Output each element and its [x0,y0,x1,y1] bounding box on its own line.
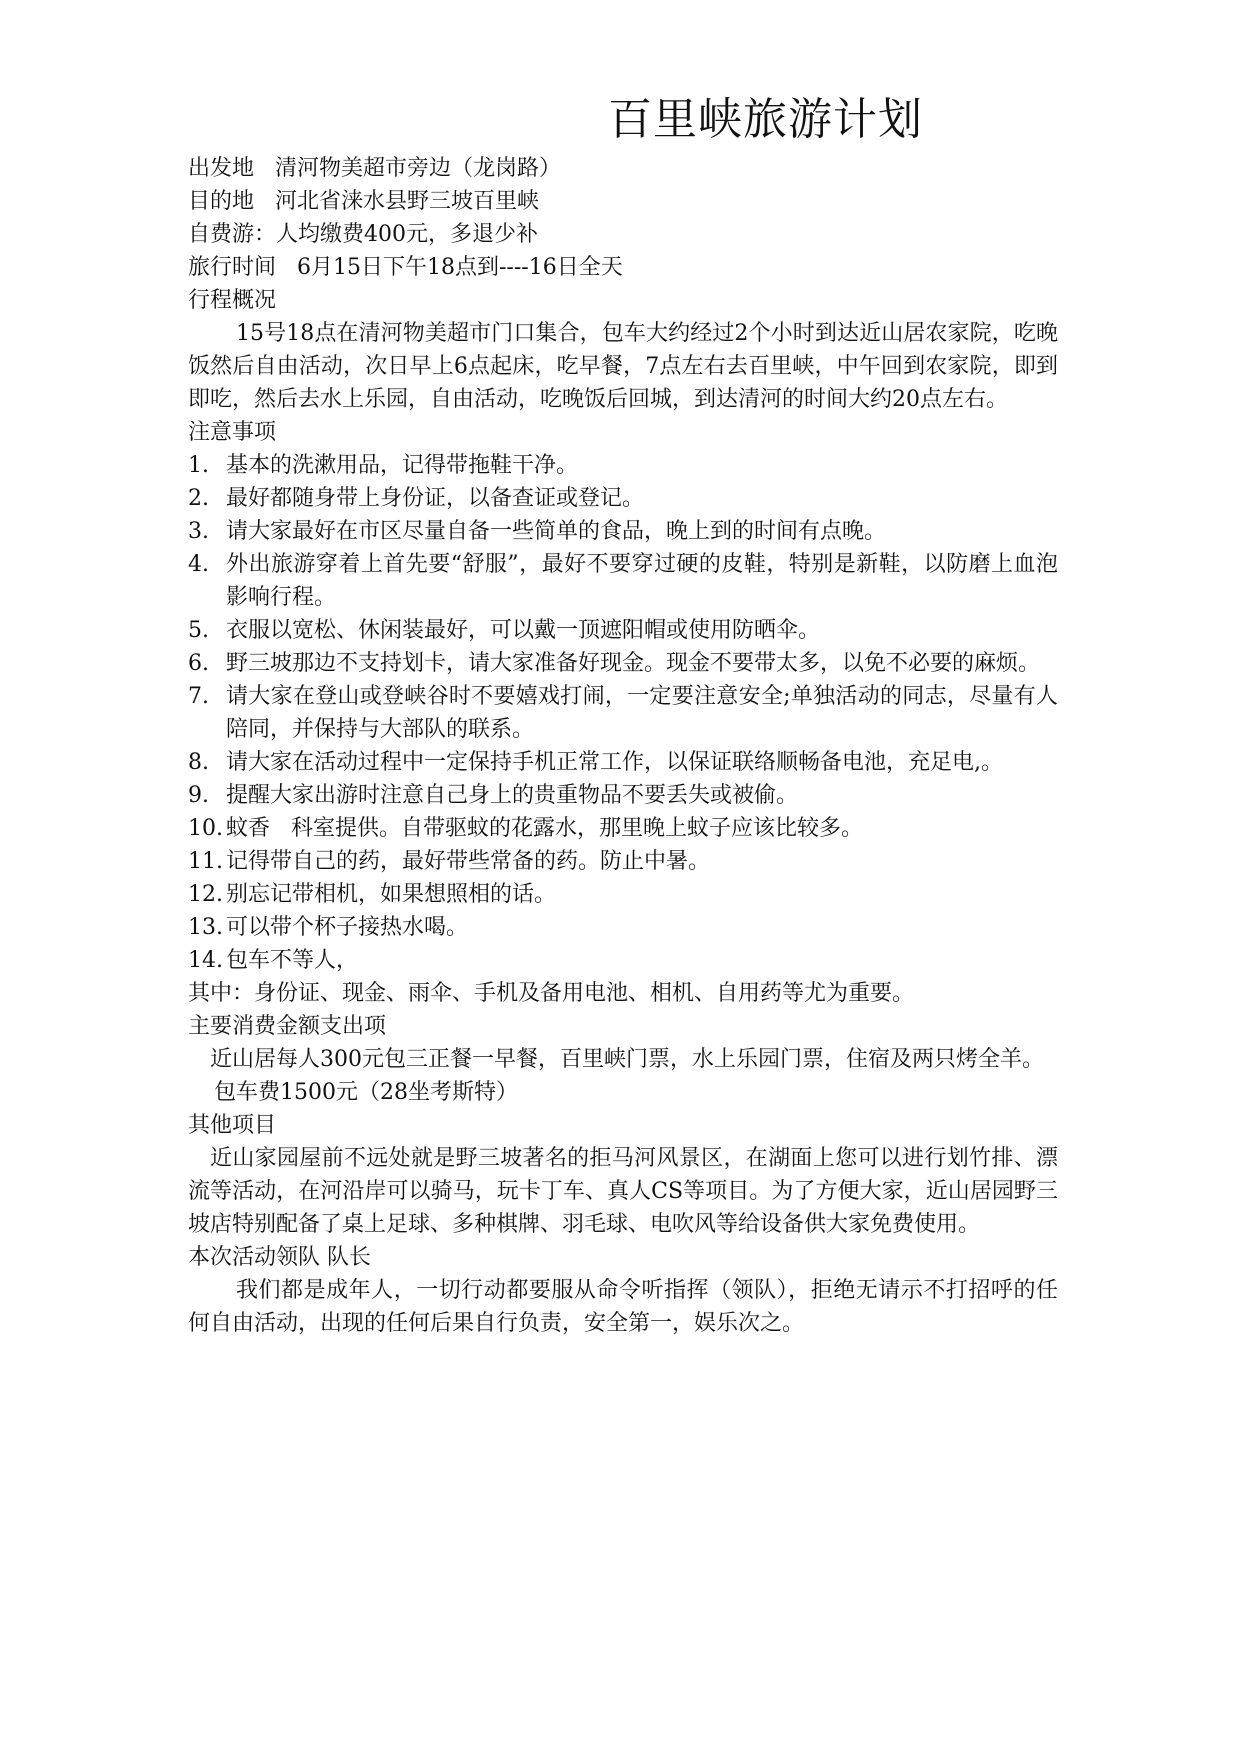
item-text: 外出旅游穿着上首先要“舒服”，最好不要穿过硬的皮鞋，特别是新鞋，以防磨上血泡影响行程。 [226,552,1058,610]
list-item [188,515,1058,548]
list-item [188,680,1058,746]
leader-text: 我们都是成年人，一切行动都要服从命令听指挥（领队），拒绝无请示不打招呼的任何自由活动，出现的任何后果自行负责，安全第一，娱乐次之。 [188,1278,1058,1336]
item-number: 12. [188,882,223,907]
item-number: 1. [188,453,209,478]
notes-list [188,449,1058,977]
item-number: 3. [188,519,209,544]
cost-line: 自费游：人均缴费400元，多退少补 [188,222,538,247]
time-line: 旅行时间 6月15日下午18点到----16日全天 [188,255,623,280]
item-text: 请大家最好在市区尽量自备一些简单的食品，晚上到的时间有点晚。 [226,519,887,544]
list-item [188,812,1058,845]
list-item [188,449,1058,482]
departure-line: 出发地 清河物美超市旁边（龙岗路） [188,156,561,181]
item-text: 野三坡那边不支持划卡，请大家准备好现金。现金不要带太多，以免不必要的麻烦。 [226,651,1041,676]
item-text: 别忘记带相机，如果想照相的话。 [226,882,557,907]
others-text: 近山家园屋前不远处就是野三坡著名的拒马河风景区，在湖面上您可以进行划竹排、漂流等活动，在河沿岸可以骑马，玩卡丁车、真人CS等项目。为了方便大家，近山居园野三坡店特别配备了桌上足球、多种棋牌、羽毛球、电吹风等给设备供大家免费使用。 [188,1146,1058,1237]
others-heading: 其他项目 [188,1113,277,1138]
item-number: 13. [188,915,223,940]
destination-line: 目的地 河北省涞水县野三坡百里峡 [188,189,539,214]
page-title: 百里峡旅游计划 [608,94,923,145]
item-text: 请大家在登山或登峡谷时不要嬉戏打闹，一定要注意安全;单独活动的同志，尽量有人陪同，并保持与大部队的联系。 [226,684,1058,742]
item-text: 记得带自己的药，最好带些常备的药。防止中暑。 [226,849,711,874]
item-number: 2. [188,486,209,511]
item-text: 基本的洗漱用品，记得带拖鞋干净。 [226,453,579,478]
item-number: 4. [188,552,209,577]
list-item [188,878,1058,911]
expenses-detail: 近山居每人300元包三正餐一早餐，百里峡门票，水上乐园门票，住宿及两只烤全羊。 [210,1047,1044,1072]
item-number: 8. [188,750,209,775]
item-number: 9. [188,783,209,808]
item-number: 7. [188,684,209,709]
item-text: 包车不等人， [226,948,359,973]
expenses-heading: 主要消费金额支出项 [188,1014,387,1039]
overview-text: 15号18点在清河物美超市门口集合，包车大约经过2个小时到达近山居农家院，吃晚饭然后自由活动，次日早上6点起床，吃早餐，7点左右去百里峡，中午回到农家院，即到即吃，然后去水上乐园，自由活动，吃晚饭后回城，到达清河的时间大约20点左右。 [188,321,1058,412]
leader-heading: 本次活动领队 队长 [188,1245,371,1270]
list-item [188,911,1058,944]
item-text: 可以带个杯子接热水喝。 [226,915,469,940]
expenses-bus: 包车费1500元（28坐考斯特） [214,1080,518,1105]
document-body [188,152,1058,1340]
item-number: 11. [188,849,223,874]
item-text: 最好都随身带上身份证，以备查证或登记。 [226,486,645,511]
item-number: 10. [188,816,223,841]
list-item [188,548,1058,614]
list-item [188,746,1058,779]
item-text: 请大家在活动过程中一定保持手机正常工作，以保证联络顺畅备电池，充足电,。 [226,750,1003,775]
item-number: 6. [188,651,209,676]
item-text: 衣服以宽松、休闲装最好，可以戴一顶遮阳帽或使用防晒伞。 [226,618,821,643]
list-item [188,845,1058,878]
list-item [188,647,1058,680]
list-item [188,482,1058,515]
list-item [188,614,1058,647]
list-item [188,944,1058,977]
overview-heading: 行程概况 [188,288,277,313]
item-text: 蚊香 科室提供。自带驱蚊的花露水，那里晚上蚊子应该比较多。 [226,816,863,841]
list-item [188,779,1058,812]
notes-emphasis: 其中：身份证、现金、雨伞、手机及备用电池、相机、自用药等尤为重要。 [188,981,915,1006]
item-number: 5. [188,618,209,643]
item-number: 14. [188,948,223,973]
item-text: 提醒大家出游时注意自己身上的贵重物品不要丢失或被偷。 [226,783,799,808]
notes-heading: 注意事项 [188,420,277,445]
